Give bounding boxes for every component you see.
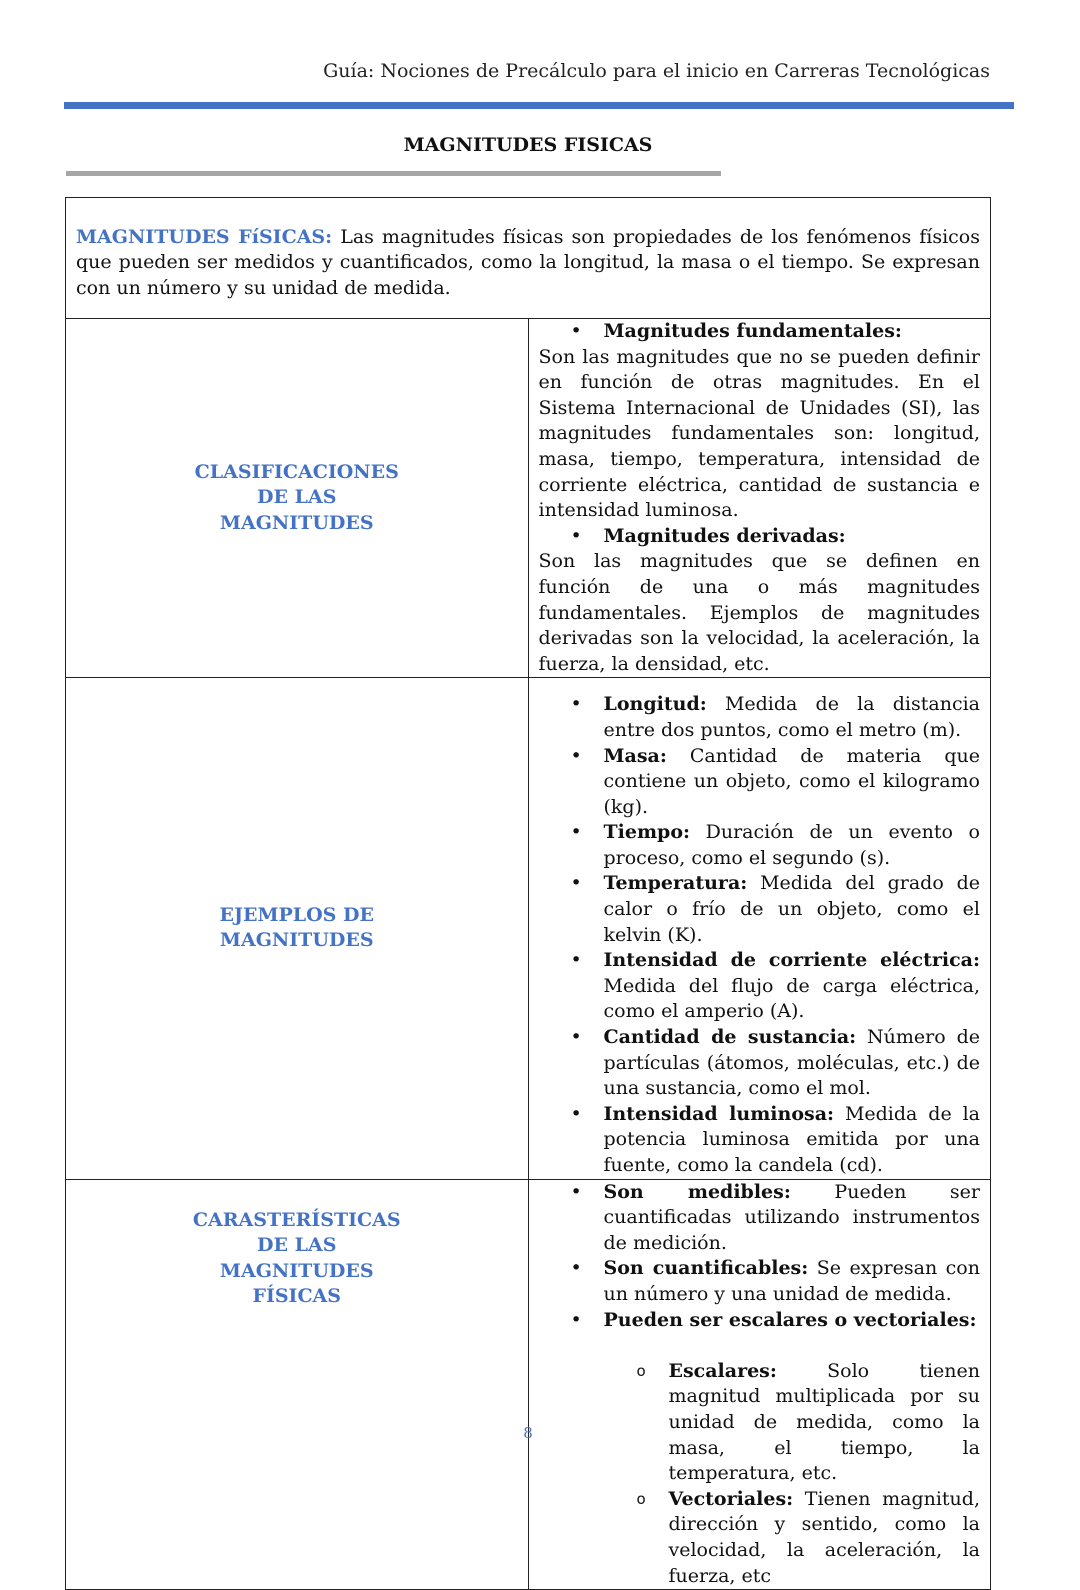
- list-item: [539, 744, 981, 821]
- list-item: [539, 1359, 981, 1487]
- term: Longitud:: [603, 693, 707, 716]
- derived-heading: Magnitudes derivadas:: [603, 524, 846, 547]
- classifications-label: CLASIFICACIONES DE LAS MAGNITUDES: [194, 460, 399, 534]
- term: Cantidad de sustancia:: [603, 1026, 857, 1049]
- characteristics-content: [528, 1179, 991, 1590]
- guide-title: Guía: Nociones de Precálculo para el inicio en Carreras Tecnológicas: [323, 60, 990, 82]
- definition: Medida de la distancia entre dos puntos, como el metro (m).: [603, 693, 980, 741]
- section-rule: [66, 171, 721, 176]
- derived-text: Son las magnitudes que se definen en función de una o más magnitudes fundamentales. Ejemplos de magnitudes derivadas son la velocidad, la aceleración, la fuerza, la densidad, etc.: [538, 550, 980, 675]
- definition: Tienen magnitud, dirección y sentido, como la velocidad, la aceleración, la fuerza, etc: [668, 1487, 980, 1587]
- definition: Pueden ser cuantificadas utilizando instrumentos de medición.: [603, 1180, 980, 1254]
- characteristics-list: [539, 1180, 981, 1334]
- fundamental-list: [539, 319, 981, 345]
- list-item: [539, 948, 981, 1025]
- list-item: [539, 1102, 981, 1179]
- examples-label-cell: [66, 678, 529, 1179]
- magnitudes-table: [65, 197, 991, 1590]
- list-item: [539, 319, 981, 345]
- derived-list: [539, 524, 981, 550]
- definition: Medida del grado de calor o frío de un objeto, como el kelvin (K).: [603, 872, 980, 946]
- characteristics-label: CARASTERÍSTICAS DE LAS MAGNITUDES FÍSICAS: [192, 1208, 401, 1308]
- list-item: [539, 1256, 981, 1307]
- list-item: [539, 692, 981, 743]
- classifications-content: [528, 319, 991, 678]
- term: Intensidad de corriente eléctrica:: [603, 949, 980, 972]
- intro-row: [66, 198, 991, 319]
- definition: Medida de la potencia luminosa emitida por una fuente, como la candela (cd).: [603, 1102, 981, 1176]
- term: Escalares:: [668, 1359, 777, 1382]
- header-rule: [64, 102, 1014, 109]
- scalar-vector-list: [539, 1359, 981, 1589]
- term: Temperatura:: [603, 872, 748, 895]
- list-item: [539, 1180, 981, 1257]
- intro-text: Las magnitudes físicas son propiedades de los fenómenos físicos que pueden ser medidos y cuantificados, como la longitud, la masa o el tiempo. Se expresan con un número y su unidad de medida.: [76, 225, 980, 299]
- classifications-row: [66, 319, 991, 678]
- examples-label: EJEMPLOS DE MAGNITUDES: [219, 903, 374, 952]
- list-item: [539, 1308, 981, 1334]
- examples-row: [66, 678, 991, 1179]
- fundamental-text: Son las magnitudes que no se pueden definir en función de otras magnitudes. En el Sistema Internacional de Unidades (SI), las magnitudes fundamentales son: longitud, masa, tiempo, temperatura, intensidad de corriente eléctrica, cantidad de sustancia e intensidad luminosa.: [538, 345, 980, 522]
- definition: Cantidad de materia que contiene un objeto, como el kilogramo (kg).: [603, 744, 980, 818]
- examples-list: [539, 692, 981, 1178]
- list-item: [539, 1025, 981, 1102]
- term: Son cuantificables:: [603, 1257, 809, 1280]
- examples-content: [528, 678, 991, 1179]
- characteristics-row: [66, 1179, 991, 1590]
- fundamental-heading: Magnitudes fundamentales:: [603, 320, 902, 342]
- section-title: MAGNITUDES FISICAS: [403, 134, 653, 156]
- definition: Medida del flujo de carga eléctrica, como el amperio (A).: [603, 974, 980, 1023]
- list-item: [539, 820, 981, 871]
- definition: Solo tienen magnitud multiplicada por su unidad de medida, como la masa, el tiempo, la temperatura, etc.: [668, 1359, 980, 1485]
- list-item: [539, 524, 981, 550]
- term: Masa:: [603, 744, 667, 767]
- term: Son medibles:: [603, 1180, 791, 1203]
- characteristics-label-cell: [66, 1179, 529, 1590]
- definition: Se expresan con un número y una unidad de medida.: [603, 1257, 980, 1305]
- term: Vectoriales:: [668, 1487, 794, 1510]
- list-item: [539, 1487, 981, 1589]
- term: Intensidad luminosa:: [603, 1102, 835, 1125]
- intro-label: MAGNITUDES FíSICAS:: [76, 225, 333, 248]
- list-item: [539, 871, 981, 948]
- definition: Duración de un evento o proceso, como el segundo (s).: [603, 821, 980, 869]
- classifications-label-cell: [66, 319, 529, 678]
- page-number: 8: [523, 1424, 533, 1442]
- definition: Número de partículas (átomos, moléculas, etc.) de una sustancia, como el mol.: [603, 1026, 980, 1100]
- intro-cell: [66, 198, 991, 319]
- term: Pueden ser escalares o vectoriales:: [603, 1308, 977, 1331]
- term: Tiempo:: [603, 821, 691, 844]
